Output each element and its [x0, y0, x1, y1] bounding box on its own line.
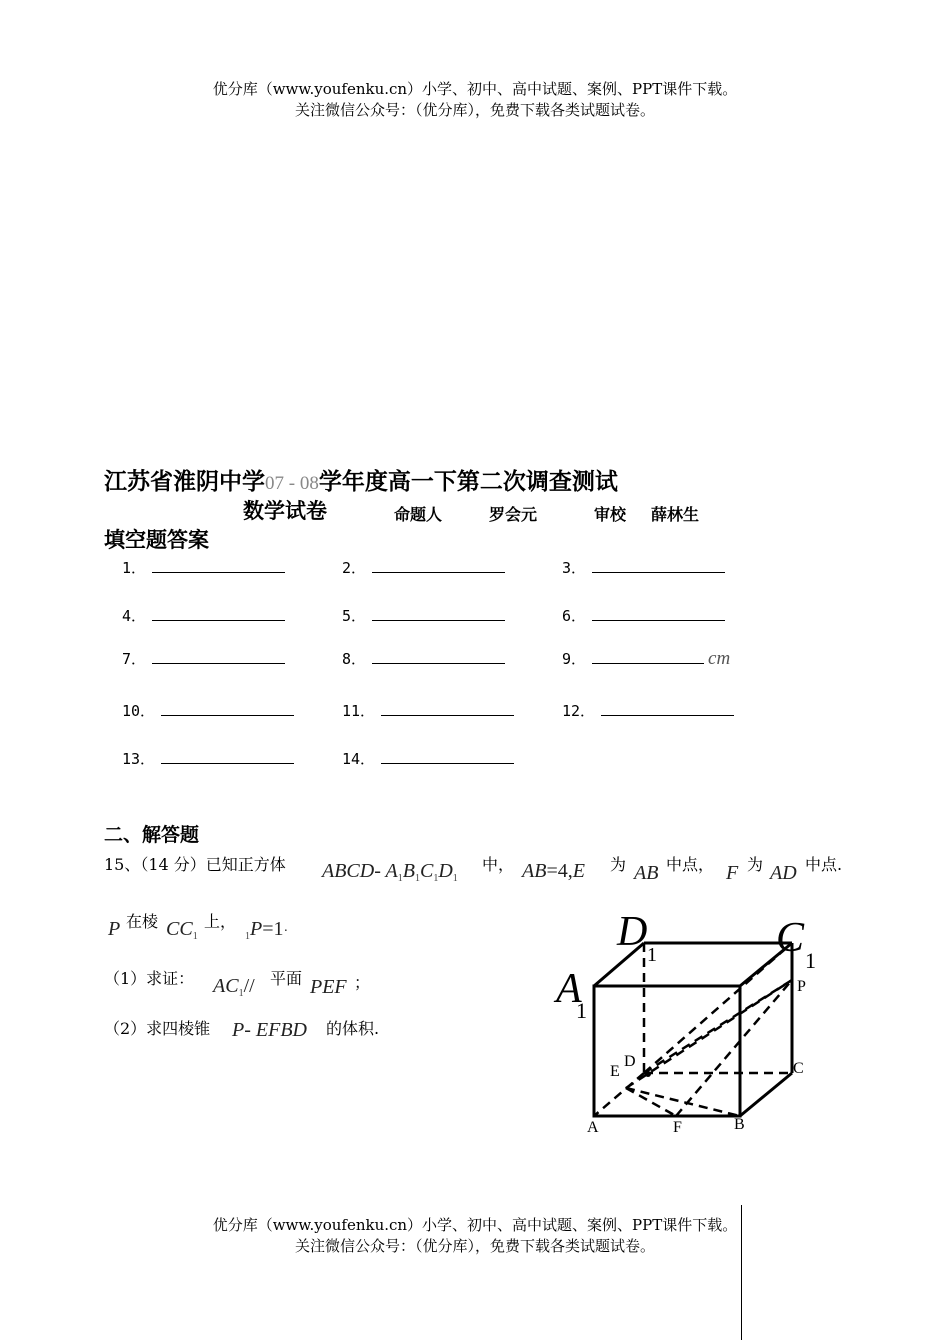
- part1-label: （1）求证：: [104, 969, 195, 988]
- label-a1: A: [556, 966, 582, 1012]
- answer-blank-6[interactable]: [592, 606, 725, 621]
- answer-blank-3[interactable]: [592, 558, 725, 573]
- title-part-term: 学年度高一下第二次调查测试: [318, 469, 618, 495]
- exam-subtitle-row: [243, 495, 327, 525]
- label-c1: C: [776, 915, 805, 961]
- fill-item-6: 6．: [562, 605, 725, 626]
- fill-item-3: 3．: [562, 557, 725, 578]
- fill-item-2: 2．: [342, 557, 505, 578]
- label-d1-sub: 1: [647, 944, 657, 966]
- label-b: B: [734, 1116, 745, 1133]
- part2-volume: 的体积.: [326, 1019, 380, 1038]
- author-label: 命题人: [394, 505, 443, 524]
- answer-blank-7[interactable]: [152, 649, 285, 664]
- line-e-f: [626, 1088, 676, 1116]
- answer-blank-12[interactable]: [601, 701, 734, 716]
- header-line-2: 关注微信公众号：（优分库），免费下载各类试题试卷。: [294, 101, 655, 119]
- cube-hidden-edges: [594, 943, 792, 1116]
- answer-blank-1[interactable]: [152, 558, 285, 573]
- label-d1: D: [617, 909, 648, 955]
- fill-heading: 填空题答案: [104, 528, 209, 552]
- q15-on-edge: 在棱: [126, 912, 159, 931]
- q15-wei-2: 为: [747, 855, 764, 874]
- q15-p: P: [108, 918, 121, 940]
- fill-item-4: 4．: [122, 605, 285, 626]
- label-c: C: [793, 1060, 804, 1077]
- label-e: E: [610, 1063, 620, 1080]
- q15-ad: AD: [770, 862, 797, 884]
- vertical-rule: [741, 1205, 742, 1340]
- part2-pyramid: P- EFBD: [232, 1019, 307, 1041]
- diag-d-c1: [644, 943, 792, 1073]
- label-p: P: [797, 978, 806, 995]
- answer-blank-8[interactable]: [372, 649, 505, 664]
- fill-item-11: 11．: [342, 700, 514, 721]
- q15-midpoint-1: 中点，: [666, 855, 715, 874]
- q15-zhong: 中，: [482, 855, 515, 874]
- fill-item-7: 7．: [122, 648, 285, 669]
- fill-item-14: 14．: [342, 748, 514, 769]
- answer-blank-4[interactable]: [152, 606, 285, 621]
- unit-cm: cm: [708, 648, 731, 669]
- line-f-p: [676, 980, 792, 1116]
- answer-blank-2[interactable]: [372, 558, 505, 573]
- fill-item-10: 10．: [122, 700, 294, 721]
- line-e-b: [626, 1088, 740, 1116]
- label-a1-sub: 1: [576, 998, 587, 1023]
- fill-item-13: 13．: [122, 748, 294, 769]
- answer-blank-11[interactable]: [381, 701, 514, 716]
- q15-f: F: [726, 862, 739, 884]
- ab-equals-4: AB=4,E: [522, 860, 585, 882]
- footer-line-2: 关注微信公众号：（优分库），免费下载各类试题试卷。: [294, 1237, 655, 1255]
- fill-item-5: 5．: [342, 605, 505, 626]
- answer-blank-14[interactable]: [381, 749, 514, 764]
- part2-label: （2）求四棱锥: [104, 1019, 211, 1038]
- fill-item-9: 9． cm: [562, 648, 731, 669]
- label-f: F: [673, 1119, 682, 1136]
- reviewer-label: 审校: [594, 505, 627, 524]
- footer-line-1: 优分库（www.youfenku.cn）小学、初中、高中试题、案例、PPT课件下载。: [212, 1216, 738, 1234]
- fill-item-1: 1．: [122, 557, 285, 578]
- answer-blank-13[interactable]: [161, 749, 294, 764]
- fill-item-12: 12．: [562, 700, 734, 721]
- title-part-school: 江苏省淮阴中学: [104, 469, 265, 495]
- cube-name: ABCD- $A_1B_1C_1D_1$: [322, 860, 458, 884]
- answer-blank-10[interactable]: [161, 701, 294, 716]
- q15-ab: AB: [634, 862, 659, 884]
- q15-midpoint-2: 中点.: [805, 855, 843, 874]
- label-c1-sub: 1: [805, 948, 816, 973]
- part1-ac1: $AC_1//$: [213, 975, 255, 999]
- q15-cc1: $CC_1$: [166, 918, 198, 942]
- q15-c1p-eq-1: $_1$P=1·: [245, 918, 289, 942]
- q15-wei-1: 为: [610, 855, 627, 874]
- label-a: A: [587, 1119, 599, 1136]
- q15-shang: 上，: [204, 912, 237, 931]
- answer-blank-9[interactable]: [592, 649, 704, 664]
- header-line-1: 优分库（www.youfenku.cn）小学、初中、高中试题、案例、PPT课件下载。: [212, 80, 738, 98]
- edge-c-b: [740, 1073, 792, 1116]
- q15-prefix: 15、（14 分）已知正方体: [104, 855, 286, 874]
- section2-heading: 二、解答题: [104, 824, 200, 846]
- author-name: 罗会元: [489, 505, 538, 524]
- exam-subtitle: 数学试卷: [243, 499, 327, 523]
- fill-item-8: 8．: [342, 648, 505, 669]
- part1-pef: PEF: [310, 976, 347, 998]
- title-year: 07 - 08: [265, 473, 319, 494]
- answer-blank-5[interactable]: [372, 606, 505, 621]
- exam-title: [104, 463, 618, 496]
- reviewer-name: 薛林生: [651, 505, 700, 524]
- part1-plane: 平面: [270, 969, 303, 988]
- point-d-dot: [645, 1071, 651, 1077]
- label-d: D: [624, 1053, 636, 1070]
- part1-semicolon: ；: [354, 973, 371, 992]
